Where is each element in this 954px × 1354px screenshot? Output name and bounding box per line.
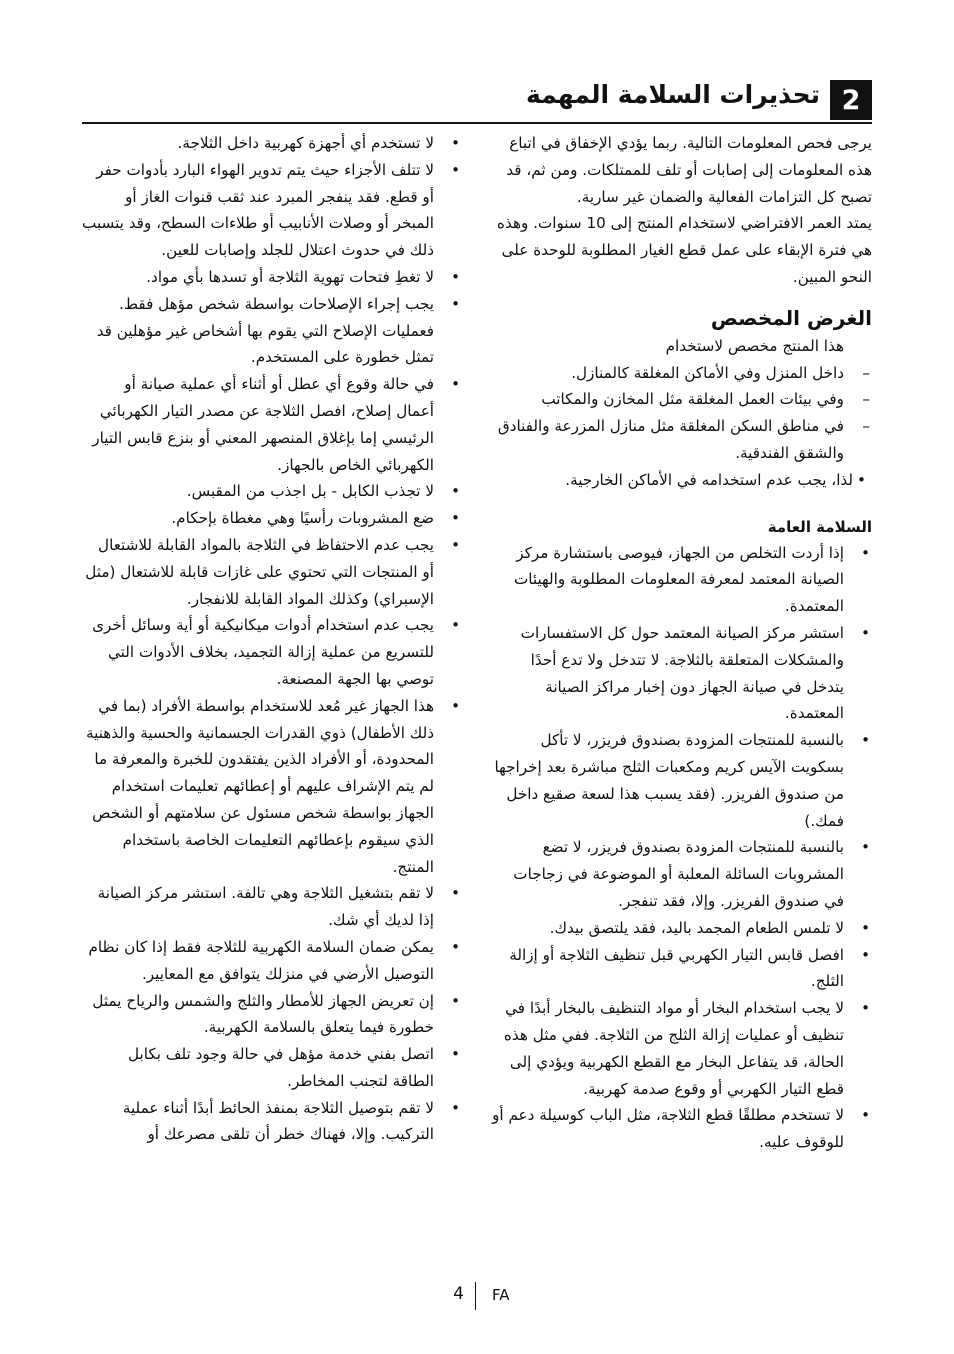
list-item: – وفي بيئات العمل المغلقة مثل المخازن والمكاتب [492, 386, 872, 413]
right-column [492, 130, 872, 1156]
list-item: • بالنسبة للمنتجات المزودة بصندوق فريزر، لا تأكل بسكويت الآيس كريم ومكعبات الثلج مباشرة بعد إخراجها من صندوق الفريزر. (فقد يسبب هذا لسعة صقيع داخل فمك.) [492, 727, 872, 834]
list-item: • ضع المشروبات رأسيًا وهي مغطاة بإحكام. [82, 505, 462, 532]
list-item: • يمكن ضمان السلامة الكهربية للثلاجة فقط إذا كان نظام التوصيل الأرضي في منزلك يتوافق مع المعايير. [82, 934, 462, 988]
page-title: تحذيرات السلامة المهمة [525, 80, 820, 109]
list-item: • لا تغطِ فتحات تهوية الثلاجة أو تسدها بأي مواد. [82, 264, 462, 291]
safety-warnings-list [82, 130, 462, 1148]
list-item: • لا تقم بتشغيل الثلاجة وهي تالفة. استشر مركز الصيانة إذا لديك أي شك. [82, 880, 462, 934]
list-item: • لا تقم بتوصيل الثلاجة بمنفذ الحائط أبدًا أثناء عملية التركيب. وإلا، فهناك خطر أن تلقى مصرعك أو [82, 1095, 462, 1149]
list-item: • لا تجذب الكابل - بل اجذب من المقبس. [82, 478, 462, 505]
page-number: 4 [453, 1284, 464, 1304]
list-item: • إن تعريض الجهاز للأمطار والثلج والشمس والرياح يمثل خطورة فيما يتعلق بالسلامة الكهربية. [82, 988, 462, 1042]
list-item: • لا تتلف الأجزاء حيث يتم تدوير الهواء البارد بأدوات حفر أو قطع. فقد ينفجر المبرد عند ثقب قنوات الغاز أو المبخر أو وصلات الأنابيب أو طلاءات السطح، وقد يتسبب ذلك في حدوث اعتلال للجلد وإصابات للعين. [82, 157, 462, 264]
intro-paragraph-2: يمتد العمر الافتراضي لاستخدام المنتج إلى 10 سنوات. وهذه هي فترة الإبقاء على عمل قطع الغيار المطلوبة للوحدة على النحو المبين. [497, 214, 872, 286]
list-item: – داخل المنزل وفي الأماكن المغلقة كالمنازل. [492, 360, 872, 387]
list-item: • يجب عدم الاحتفاظ في الثلاجة بالمواد القابلة للاشتعال أو المنتجات التي تحتوي على غازات قابلة للاشتعال (مثل الإسبراي) وكذلك المواد القابلة للانفجار. [82, 532, 462, 612]
general-safety-heading: السلامة العامة [767, 517, 872, 536]
section-number-badge: 2 [830, 80, 872, 120]
list-item: • إذا أردت التخلص من الجهاز، فيوصى باستشارة مركز الصيانة المعتمد لمعرفة المعلومات المطلوبة والهيئات المعتمدة. [492, 540, 872, 620]
intended-purpose-list [492, 360, 872, 467]
general-safety-list [492, 540, 872, 1156]
intended-purpose-intro: هذا المنتج مخصص لاستخدام [665, 336, 844, 355]
outdoor-use-note [492, 467, 872, 494]
list-item: – في مناطق السكن المغلقة مثل منازل المزرعة والفنادق والشقق الفندقية. [492, 413, 872, 467]
list-item: • يجب عدم استخدام أدوات ميكانيكية أو أية وسائل أخرى للتسريع من عملية إزالة التجميد، بخلاف الأدوات التي توصي بها الجهة المصنعة. [82, 612, 462, 692]
list-item: • افصل قابس التيار الكهربي قبل تنظيف الثلاجة أو إزالة الثلج. [492, 942, 872, 996]
list-item: • اتصل بفني خدمة مؤهل في حالة وجود تلف بكابل الطاقة لتجنب المخاطر. [82, 1041, 462, 1095]
header-divider [82, 122, 872, 124]
intended-purpose-heading: الغرض المخصص [710, 305, 872, 330]
list-item: • في حالة وقوع أي عطل أو أثناء أي عملية صيانة أو أعمال إصلاح، افصل الثلاجة عن مصدر التيار الكهربائي الرئيسي إما بإغلاق المنصهر المعني أو بنزع قابس التيار الكهربائي الخاص بالجهاز. [82, 371, 462, 478]
intro-paragraph-1: يرجى فحص المعلومات التالية. ربما يؤدي الإخفاق في اتباع هذه المعلومات إلى إصابات أو تلف للممتلكات. ومن ثم، قد تصبح كل التزامات الفعالية والضمان غير سارية. [506, 134, 872, 206]
left-column [82, 130, 462, 1148]
language-code: FA [492, 1286, 510, 1304]
list-item: • يجب إجراء الإصلاحات بواسطة شخص مؤهل فقط. فعمليات الإصلاح التي يقوم بها أشخاص غير مؤهلين قد تمثل خطورة على المستخدم. [82, 291, 462, 371]
list-item: • بالنسبة للمنتجات المزودة بصندوق فريزر، لا تضع المشروبات السائلة المعلبة أو الموضوعة في زجاجات في صندوق الفريزر. وإلا، فقد تنفجر. [492, 834, 872, 914]
list-item: • لذا، يجب عدم استخدامه في الأماكن الخارجية. [492, 467, 872, 494]
list-item: • لا تلمس الطعام المجمد باليد، فقد يلتصق بيدك. [492, 915, 872, 942]
list-item: • لا تستخدم مطلقًا قطع الثلاجة، مثل الباب كوسيلة دعم أو للوقوف عليه. [492, 1102, 872, 1156]
list-item: • استشر مركز الصيانة المعتمد حول كل الاستفسارات والمشكلات المتعلقة بالثلاجة. لا تتدخل ولا تدع أحدًا يتدخل في صيانة الجهاز دون إخبار مراكز الصيانة المعتمدة. [492, 620, 872, 727]
list-item: • لا تستخدم أي أجهزة كهربية داخل الثلاجة. [82, 130, 462, 157]
list-item: • هذا الجهاز غير مُعد للاستخدام بواسطة الأفراد (بما في ذلك الأطفال) ذوي القدرات الجسمانية والحسية والذهنية المحدودة، أو الأفراد الذين يفتقدون للخبرة والمعرفة ما لم يتم الإشراف عليهم أو إعطائهم تعليمات استخدام الجهاز بواسطة شخص مسئول عن سلامتهم أو الشخص الذي سيقوم بإعطائهم التعليمات الخاصة باستخدام المنتج. [82, 693, 462, 881]
list-item: • لا يجب استخدام البخار أو مواد التنظيف بالبخار أبدًا في تنظيف أو عمليات إزالة الثلج من الثلاجة. ففي مثل هذه الحالة، قد يتفاعل البخار مع القطع الكهربية ويؤدي إلى قطع التيار الكهربي أو وقوع صدمة كهربية. [492, 995, 872, 1102]
footer-divider [475, 1282, 476, 1310]
